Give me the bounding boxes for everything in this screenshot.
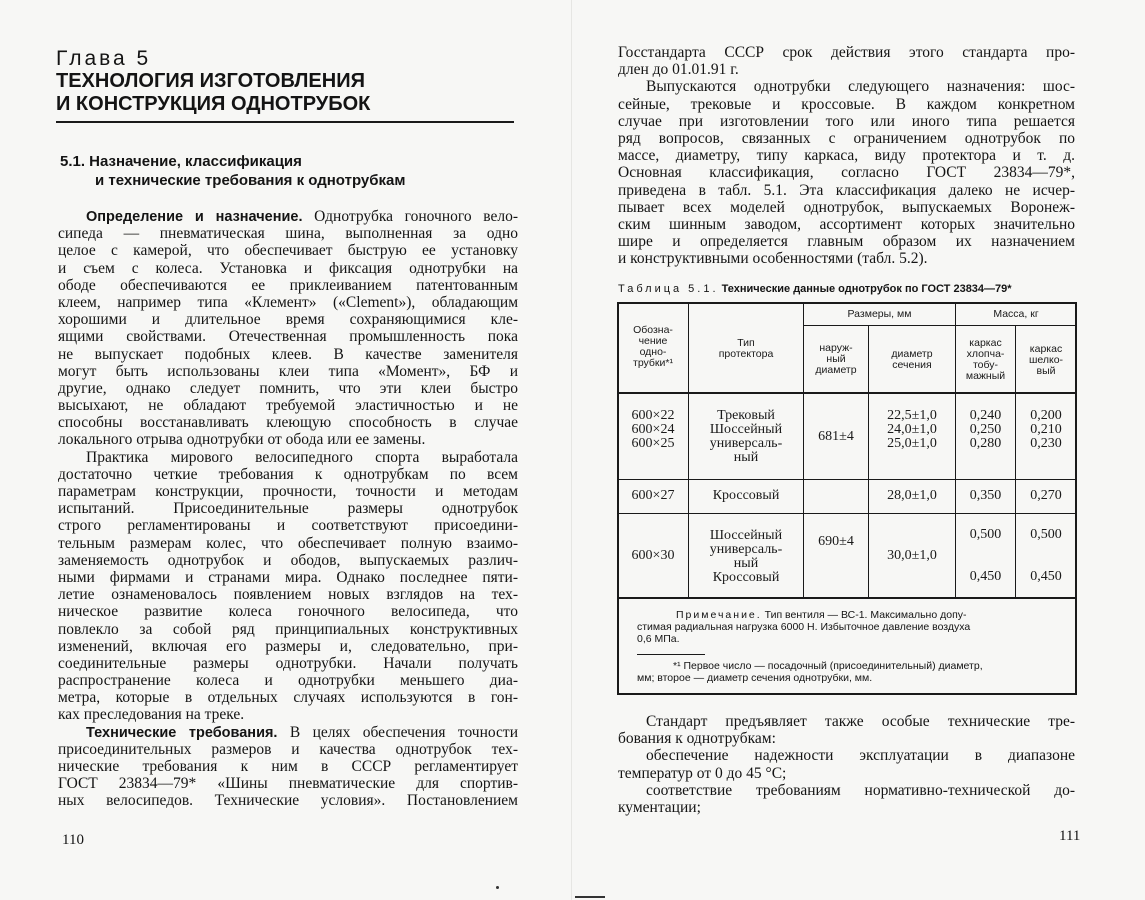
paragraph-definition [58, 208, 518, 810]
text-line: Практика мирового велосипедного спорта выработала [86, 448, 518, 466]
scan-artifact-mark [575, 896, 605, 898]
table-caption [618, 283, 1078, 295]
page-number: 111 [1059, 828, 1081, 844]
row1-section-diameter [869, 409, 955, 451]
text-line: хорошими и длительное время сохраняющимися кле- [58, 311, 518, 329]
row2-designation: 600×27 [631, 488, 675, 503]
header-line: шелко- [1028, 354, 1064, 366]
text-line: ГОСТ 23834—79* «Шины пневматические для спортив- [58, 775, 518, 793]
text-line: присоединительных размеров и качества однотрубок тех- [58, 740, 518, 758]
note-text: Тип вентиля — ВС-1. Максимально допу- [761, 609, 967, 621]
text-line: ническое развитие колеса гоночного велосипеда, что [58, 603, 518, 621]
cell-line: ный [733, 450, 759, 465]
header-silk [1016, 344, 1076, 377]
header-line: трубки*¹ [633, 357, 673, 369]
text-line: заменяемость однотрубок и ободов, выпускаемых различ- [58, 551, 518, 569]
text-line: изменений, включая его размеры и, следовательно, при- [58, 637, 518, 655]
row3-mass-silk-a: 0,500 [1030, 527, 1062, 542]
cell-line: 600×24 [631, 422, 675, 437]
chapter-rule [56, 121, 514, 123]
text-line: приведена в табл. 5.1. Эта классификация далеко не исчер- [618, 181, 1075, 199]
left-page [0, 0, 572, 900]
header-line: хлопча- [966, 348, 1005, 360]
text-line: температур от 0 до 45 °С; [618, 764, 787, 782]
table-note [676, 609, 967, 621]
cell-line: универсаль- [709, 436, 783, 451]
chapter-label: Глава 5 [56, 47, 152, 70]
header-section-diameter [869, 349, 955, 371]
section-heading-line: и технические требования к однотрубкам [95, 172, 406, 189]
text-line: кументации; [618, 798, 701, 816]
header-line: тобу- [972, 359, 999, 371]
table-note-line: стимая радиальная нагрузка 6000 Н. Избыточное давление воздуха [637, 621, 971, 633]
row1-designation [618, 409, 688, 451]
paragraph-gosstandart [618, 44, 1075, 267]
table-hline [618, 513, 1076, 514]
cell-line: 25,0±1,0 [887, 436, 937, 451]
chapter-title [56, 70, 526, 116]
text-line: обеспечение надежности эксплуатации в диапазоне [646, 747, 1075, 765]
text-line: шире и определяется главным образом их назначением [618, 233, 1075, 251]
table-caption-text: Технические данные однотрубок по ГОСТ 23834—79* [718, 283, 1012, 295]
text-line: Основная классификация, согласно ГОСТ 23834—79*, [618, 164, 1075, 182]
cell-line: 0,200 [1030, 408, 1062, 423]
text-line: ящими свойствами. Отечественная промышленность пока [58, 328, 518, 346]
text-line: не выпускает подобных клеев. В качестве заменителя [58, 345, 518, 363]
header-line: ный [826, 353, 846, 365]
cell-line: 0,250 [969, 422, 1002, 437]
page-number: 110 [62, 832, 84, 848]
footnote-rule [637, 654, 705, 655]
header-line: наруж- [819, 342, 853, 354]
section-heading [60, 152, 520, 190]
text-line: высыхают, не обладают требуемой эластичностью и не [58, 397, 518, 415]
table-footnote: *¹ Первое число — посадочный (присоединительный) диаметр, [673, 660, 983, 672]
header-line: диаметр [891, 348, 933, 360]
row3-mass-cotton-a: 0,500 [969, 527, 1002, 542]
scan-artifact-dot [496, 886, 499, 889]
header-sizes: Размеры, мм [847, 308, 912, 320]
text-line [58, 208, 518, 225]
text-line: повлекло за собой ряд принципиальных конструктивных [58, 620, 518, 638]
text-line: могут быть использованы клеи типа «Момент», БФ и [58, 362, 518, 380]
row1-mass-cotton [956, 409, 1015, 451]
row3-designation: 600×30 [631, 548, 675, 563]
note-label: Примечание. [676, 609, 762, 621]
cell-line: 22,5±1,0 [887, 408, 937, 423]
text-line: бования к однотрубкам: [618, 730, 776, 748]
row3-outer-diameter: 690±4 [818, 534, 854, 549]
section-heading-line: 5.1. Назначение, классификация [60, 153, 302, 170]
text-line: и конструктивными особенностями (табл. 5.2). [618, 250, 928, 268]
header-cotton [956, 338, 1015, 382]
header-line: протектора [718, 348, 774, 360]
cell-line: Трековый [717, 408, 775, 423]
text-line: и съем с колеса. Установка и фиксация однотрубки на [58, 259, 518, 277]
text-line: соответствие требованиям нормативно-технической до- [646, 781, 1075, 799]
header-line: каркас [1029, 343, 1063, 355]
text-line: нические требования к ним в СССР регламентирует [58, 758, 518, 775]
header-line: вый [1036, 365, 1056, 377]
text-run: В целях обеспечения точности [277, 723, 518, 741]
row3-section-diameter: 30,0±1,0 [887, 548, 937, 563]
table-footnote-line: мм; второе — диаметр сечения однотрубки, мм. [637, 672, 873, 684]
table-hline [804, 325, 1076, 326]
row1-tread [689, 409, 803, 465]
text-line: Выпускаются однотрубки следующего назначения: шос- [646, 78, 1075, 96]
cell-line: 24,0±1,0 [887, 422, 937, 437]
text-line: летие ознаменовалось появлением новых взглядов на тех- [58, 586, 518, 604]
text-line: целое с камерой, что обеспечивает быструю ее установку [58, 242, 518, 260]
cell-line: ный [733, 556, 759, 571]
header-line: чение [638, 335, 668, 347]
text-line [58, 724, 518, 741]
row2-mass-cotton: 0,350 [969, 488, 1002, 503]
row2-tread: Кроссовый [712, 488, 780, 503]
header-line: мажный [965, 370, 1006, 382]
row3-mass-cotton-b: 0,450 [969, 569, 1002, 584]
text-line: длен до 01.01.91 г. [618, 61, 739, 79]
run-in-heading: Определение и назначение. [86, 209, 303, 225]
cell-line: универсаль- [709, 542, 783, 557]
cell-line: Кроссовый [712, 570, 780, 585]
row3-tread [689, 529, 803, 585]
text-line: способны восстанавливать клеющую способность в случае [58, 414, 518, 432]
header-line: Тип [737, 337, 755, 349]
cell-line: 0,230 [1030, 436, 1062, 451]
cell-line: 600×22 [631, 408, 675, 423]
table-note-line: 0,6 МПа. [637, 633, 680, 645]
run-in-heading: Технические требования. [86, 724, 278, 741]
text-run: Однотрубка гоночного вело- [302, 208, 519, 225]
text-line: ским шинным заводом, ассортимент которых значительно [618, 215, 1075, 233]
text-line: соединительные размеры однотрубки. Начали получать [58, 654, 518, 672]
row1-outer-diameter: 681±4 [818, 429, 854, 444]
row1-mass-silk [1016, 409, 1076, 451]
text-line: сипеда — пневматическая шина, выполненная за одно [58, 225, 518, 243]
text-line: распространение колеса и однотрубки меньшего диа- [58, 672, 518, 690]
row2-section-diameter: 28,0±1,0 [887, 488, 937, 503]
text-line: пывает всех моделей однотрубок, выпускаемых Воронеж- [618, 198, 1075, 216]
text-line: ободе обеспечиваются ее приклеиванием патентованным [58, 276, 518, 294]
header-tread [689, 338, 803, 360]
text-line: тельным размерам колес, что обеспечивает полную взаимо- [58, 534, 518, 552]
header-line: сечения [892, 359, 932, 371]
text-line: массе, диаметру, типу каркаса, виду протектора и т. д. [618, 147, 1075, 165]
cell-line: 0,280 [969, 436, 1002, 451]
text-line: другие, однако следует помнить, что эти клеи быстро [58, 379, 518, 397]
text-line: метра, которые в отдельных случаях используются в гон- [58, 689, 518, 707]
table-hline [618, 597, 1076, 599]
text-line: ными фирмами и странами мира. Однако последнее пяти- [58, 568, 518, 586]
header-line: одно- [639, 346, 667, 358]
cell-line: 0,210 [1030, 422, 1062, 437]
text-line: ных велосипедов. Технические условия». Постановлением [58, 792, 518, 810]
text-line: строго регламентированы и соответствуют присоедини- [58, 517, 518, 535]
row3-mass-silk-b: 0,450 [1030, 569, 1062, 584]
header-line: Обозна- [633, 324, 673, 336]
paragraph-requirements [618, 713, 1075, 816]
header-line: каркас [969, 337, 1002, 349]
cell-line: Шоссейный [709, 422, 783, 437]
text-line: ряд вопросов, связанных с ограничением однотрубок по [618, 129, 1075, 147]
text-line: ках преследования на треке. [58, 706, 245, 724]
table-caption-label: Таблица 5.1. [618, 283, 719, 295]
header-designation [618, 325, 688, 369]
text-line: локального отрыва однотрубки от обода или ее замены. [58, 431, 426, 449]
cell-line: 0,240 [969, 408, 1002, 423]
chapter-title-line: И КОНСТРУКЦИЯ ОДНОТРУБОК [56, 93, 371, 115]
text-line: случае при изготовлении того или иного типа решается [618, 112, 1075, 130]
row2-mass-silk: 0,270 [1030, 488, 1062, 503]
chapter-title-line: ТЕХНОЛОГИЯ ИЗГОТОВЛЕНИЯ [56, 70, 365, 92]
cell-line: 600×25 [631, 436, 675, 451]
text-line: Госстандарта СССР срок действия этого стандарта про- [618, 44, 1075, 61]
cell-line: Шоссейный [709, 528, 783, 543]
header-line: диаметр [815, 364, 857, 376]
header-outer-diameter [804, 343, 868, 376]
table-hline [618, 392, 1076, 394]
text-line: сейные, трековые и кроссовые. В каждом конкретном [618, 95, 1075, 113]
text-line: клеем, например типа «Клемент» («Clement»), обладающим [58, 293, 518, 311]
text-line: Стандарт предъявляет также особые технические тре- [646, 713, 1075, 730]
table-hline [618, 479, 1076, 480]
text-line: испытаний. Присоединительные размеры однотрубок [58, 500, 518, 518]
text-line: параметрам конструкции, прочности, точности и методам [58, 483, 518, 500]
header-mass: Масса, кг [993, 308, 1039, 320]
text-line: достаточно четкие требования к однотрубкам по всем [58, 465, 518, 483]
